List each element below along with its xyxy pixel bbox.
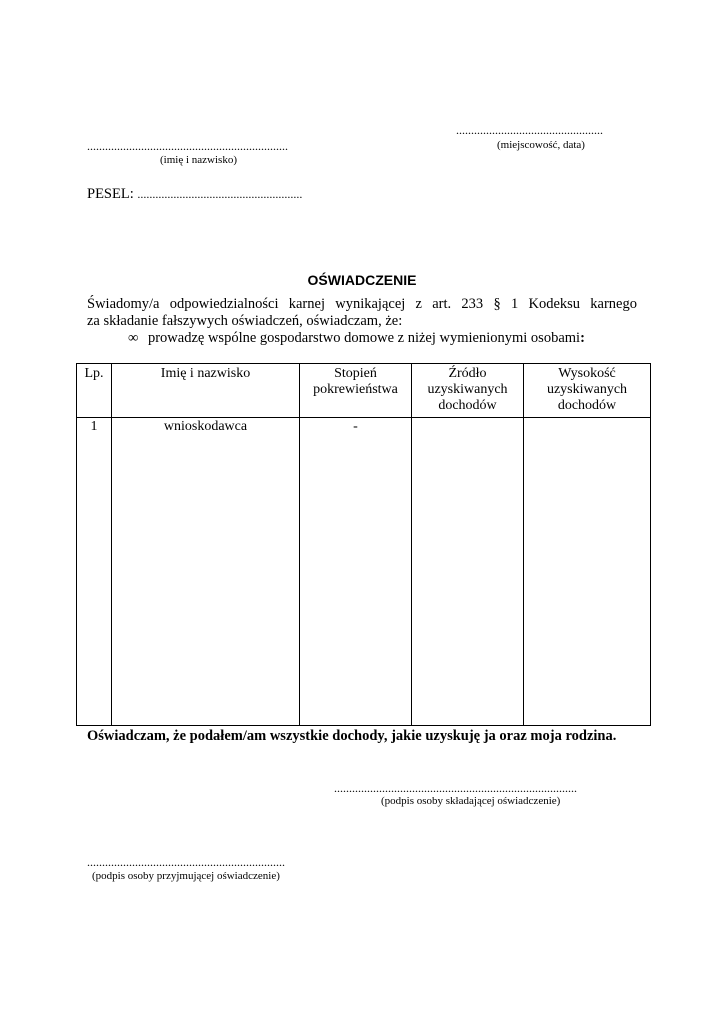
table-header-row <box>77 364 651 418</box>
name-dots: ................................................................... <box>87 139 288 153</box>
place-date-dots: ................................................. <box>456 123 603 137</box>
infinity-bullet-icon: ∞ <box>128 330 139 346</box>
cell-source[interactable] <box>412 418 524 726</box>
col-header-name: Imię i nazwisko <box>112 364 300 418</box>
cell-relation[interactable]: - <box>300 418 412 726</box>
table-row <box>77 418 651 726</box>
bullet-colon: : <box>580 330 585 346</box>
declarant-signature-label: (podpis osoby składającej oświadczenie) <box>381 795 561 807</box>
pesel-label: PESEL: <box>87 186 134 202</box>
cell-name[interactable]: wnioskodawca <box>112 418 300 726</box>
col-header-source: Źródło uzyskiwanych dochodów <box>412 364 524 418</box>
col-header-relation: Stopień pokrewieństwa <box>300 364 412 418</box>
col-header-lp: Lp. <box>77 364 112 418</box>
declarant-signature-dots: ................................................................................. <box>334 781 577 795</box>
income-statement: Oświadczam, że podałem/am wszystkie dochody, jakie uzyskuję ja oraz moja rodzina. <box>87 728 617 744</box>
col-header-amount: Wysokość uzyskiwanych dochodów <box>524 364 651 418</box>
receiver-signature-label: (podpis osoby przyjmującej oświadczenie) <box>92 870 280 882</box>
declaration-line-2: za składanie fałszywych oświadczeń, oświadczam, że: <box>87 313 403 329</box>
declaration-line-1: Świadomy/a odpowiedzialności karnej wynikającej z art. 233 § 1 Kodeksu karnego <box>87 296 637 312</box>
declaration-bullet <box>128 331 585 346</box>
cell-amount[interactable] <box>524 418 651 726</box>
document-title: OŚWIADCZENIE <box>307 272 417 288</box>
bullet-text: prowadzę wspólne gospodarstwo domowe z niżej wymienionymi osobami <box>147 330 581 346</box>
cell-lp[interactable]: 1 <box>77 418 112 726</box>
pesel-line <box>87 187 302 202</box>
pesel-dots: ....................................................... <box>137 187 303 201</box>
place-date-label: (miejscowość, data) <box>497 139 585 151</box>
name-label: (imię i nazwisko) <box>160 154 237 166</box>
receiver-signature-dots: .................................................................. <box>87 855 285 869</box>
household-table <box>76 363 651 726</box>
